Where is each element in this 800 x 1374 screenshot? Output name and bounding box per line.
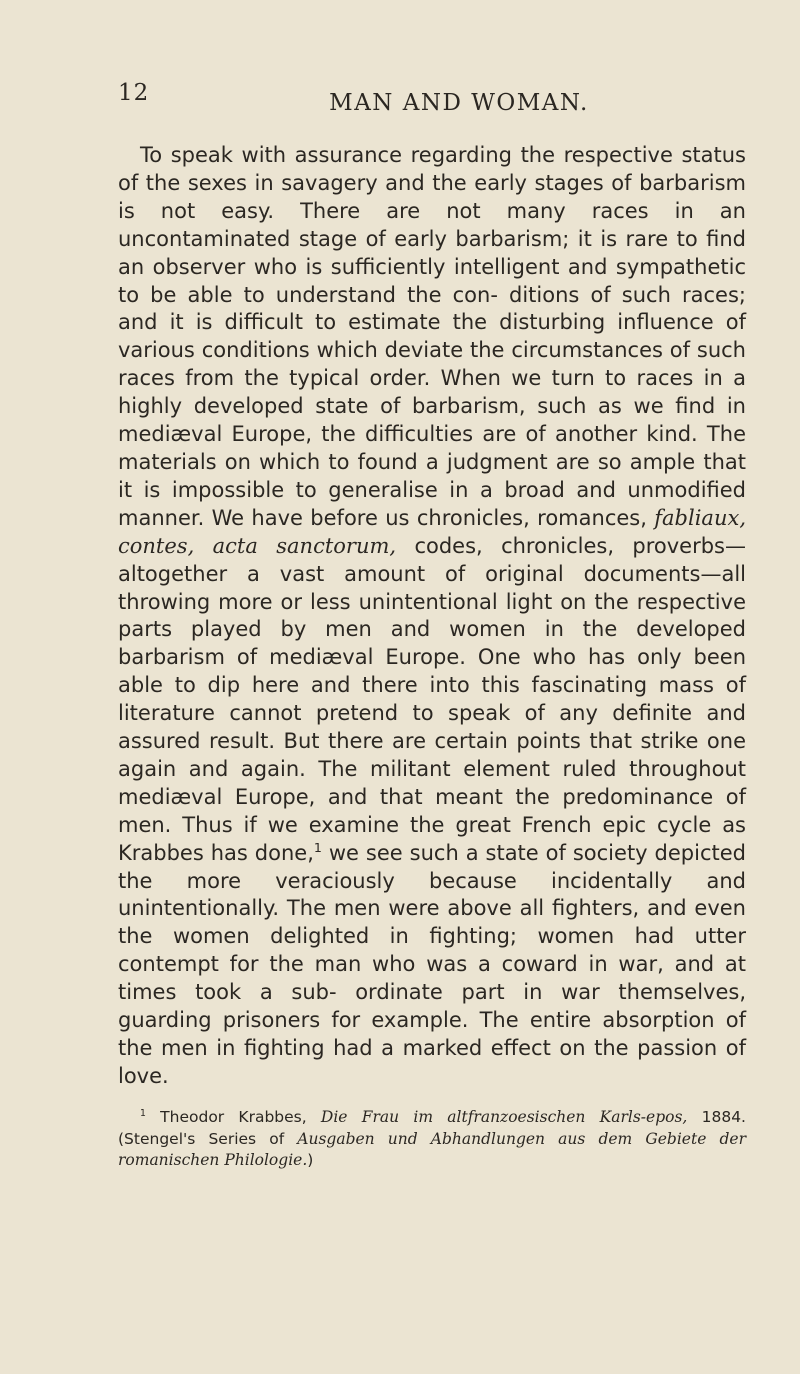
footnote-series: Ausgaben und Abhandlungen aus dem Gebiete der romanischen Philologie. [118, 1129, 746, 1169]
footnotes [118, 1107, 746, 1172]
footnote-title: Die Frau im altfranzoesischen Karls-epos, [320, 1108, 688, 1126]
text-run: we see such a state of society depicted the more veraciously because incidentally and unintentionally. The men were above all fighters, and even the women delighted in fighting; women had utter contempt for the man who was a coward in war, and at times took a sub- ordinate part in war themselves, guarding prisoners for example. The entire absorption of the men in fighting had a marked effect on the passion of love. [118, 840, 746, 1088]
footnote-reference[interactable]: 1 [313, 839, 322, 855]
paragraph [118, 142, 746, 1091]
page-header [118, 82, 740, 122]
footnote-close: ) [307, 1151, 314, 1169]
page-number: 12 [118, 80, 150, 106]
footnote-author: Theodor Krabbes, [145, 1108, 321, 1126]
italic-terms: fabliaux, contes, acta sanctorum, [118, 505, 746, 558]
running-title: MAN AND WOMAN. [329, 90, 589, 116]
footnote [118, 1107, 746, 1172]
footnote-marker: 1 [140, 1107, 146, 1119]
text-run: To speak with assurance regarding the respective status of the sexes in savagery and the early stages of barbarism is not easy. There are not many races in an uncontaminated stage of early barbarism; it is rare to find an observer who is sufficiently intelligent and sympathetic to be able to understand the con- ditions of such races; and it is difficult to estimate the disturbing influence of various conditions which deviate the circumstances of such races from the typical order. When we turn to races in a highly developed state of barbarism, such as we find in mediæval Europe, the difficulties are of another kind. The materials on which to found a judgment are so ample that it is impossible to generalise in a broad and unmodified manner. We have before us chronicles, romances, [118, 143, 746, 530]
body-text [118, 142, 746, 1091]
text-run: codes, chronicles, proverbs—altogether a vast amount of original documents—all throwing more or less unintentional light on the respective parts played by men and women in the developed barbarism of mediæval Europe. One who has only been able to dip here and there into this fascinating mass of literature cannot pretend to speak of any definite and assured result. But there are certain points that strike one again and again. The militant element ruled throughout mediæval Europe, and that meant the predominance of men. Thus if we examine the great French epic cycle as Krabbes has done, [118, 533, 746, 865]
footnote-year: 1884. (Stengel's Series of [118, 1108, 746, 1148]
